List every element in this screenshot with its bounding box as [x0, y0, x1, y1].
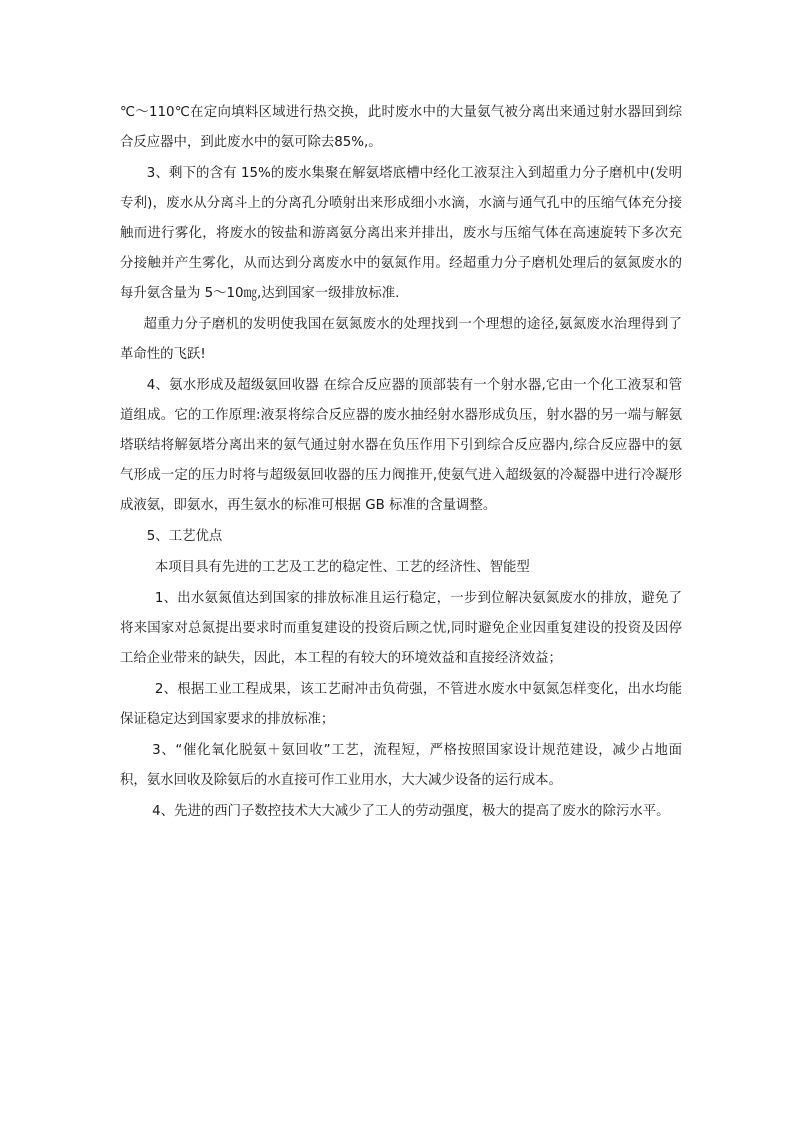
list-item-advantage-1: 1、出水氨氮值达到国家的排放标准且运行稳定，一步到位解决氨氮废水的排放，避免了将来国家对总氮提出要求时而重复建设的投资后顾之忧,同时避免企业因重复建设的投资及因停工给企业带来的缺失，因此，本工程的有较大的环境效益和直接经济效益； — [120, 591, 682, 666]
paragraph-advantages-intro: 本项目具有先进的工艺及工艺的稳定性、工艺的经济性、智能型 — [154, 560, 530, 575]
paragraph-step-3: 3、剩下的含有 15%的废水集聚在解氨塔底槽中经化工液泵注入到超重力分子磨机中(发明专利)，废水从分离斗上的分离孔分喷射出来形成细小水滴，水滴与通气孔中的压缩气体充分接触而进行雾化，将废水的铵盐和游离氨分离出来并排出，废水与压缩气体在高速旋转下多次充分接触并产生雾化，从而达到分离废水中的氨氮作用。经超重力分子磨机处理后的氨氮废水的每升氨含量为 5～10㎎,达到国家一级排放标准. — [120, 166, 682, 301]
paragraph-step-4: 4、氨水形成及超级氨回收器 在综合反应器的顶部装有一个射水器,它由一个化工液泵和管道组成。它的工作原理:液泵将综合反应器的废水抽经射水器形成负压，射水器的另一端与解氨塔联结将解氨塔分离出来的氨气通过射水器在负压作用下引到综合反应器内,综合反应器中的氨气形成一定的压力时将与超级氨回收器的压力阀推开,使氨气进入超级氨的冷凝器中进行冷凝形成液氨，即氨水，再生氨水的标准可根据 GB 标准的含量调整。 — [120, 378, 682, 513]
section-heading-advantages: 5、工艺优点 — [146, 529, 223, 544]
list-item-advantage-3: 3、“催化氧化脱氨＋氨回收”工艺，流程短，严格按照国家设计规范建设，减少占地面积，氨水回收及除氨后的水直接可作工业用水，大大减少设备的运行成本。 — [120, 743, 682, 788]
list-item-advantage-4: 4、先进的西门子数控技术大大减少了工人的劳动强度，极大的提高了废水的除污水平。 — [152, 804, 670, 819]
paragraph-invention-note: 超重力分子磨机的发明使我国在氨氮废水的处理找到一个理想的途径,氨氮废水治理得到了革命性的飞跃! — [120, 317, 682, 362]
document-body — [120, 98, 682, 828]
list-item-advantage-2: 2、根据工业工程成果，该工艺耐冲击负荷强，不管进水废水中氨氮怎样变化，出水均能保证稳定达到国家要求的排放标准； — [120, 682, 682, 727]
paragraph-heat-exchange: ℃～110℃在定向填料区域进行热交换，此时废水中的大量氨气被分离出来通过射水器回到综合反应器中，到此废水中的氨可除去85%,。 — [120, 105, 682, 150]
